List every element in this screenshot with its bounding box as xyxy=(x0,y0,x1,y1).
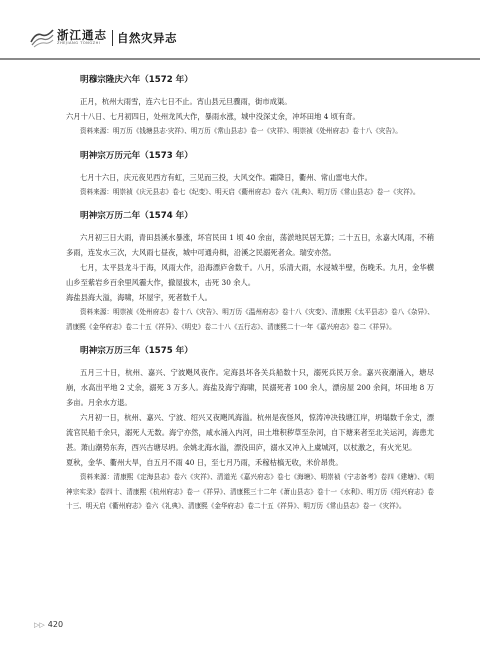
event-paragraph: 七月，太平县龙斗于海，风雨大作，沿海漂庐舍数千。八月，乐清大雨，水浸城半壁，伤晚禾。九月，金华横山乡至紫岩乡百余里风霾大作，撤屋拔木，击死 30 余人。 海盐县海大溢，海啸，坏屋宇，死者数千人。 xyxy=(66,263,434,302)
sources-note: 资料来源：明崇祯《庆元县志》卷七《纪变》、明天启《衢州府志》卷六《礼典》、明万历《常山县志》卷一《灾祥》。 xyxy=(80,187,420,196)
page-header xyxy=(0,0,480,62)
year-section-1575 xyxy=(66,345,434,514)
header-divider xyxy=(112,30,113,46)
sources-note: 资料来源：明万历《钱塘县志·灾祥》、明万历《常山县志》卷一《灾祥》、明崇祯《处州府志》卷十八《灾告》。 xyxy=(80,127,402,135)
event-paragraph: 七月十六日，庆元夜见西方有虹，三见而三投，大风交作。霜降日，衢州、常山雷电大作。 xyxy=(80,172,372,182)
sources-note: 资料来源：明崇祯《处州府志》卷十八《灾告》、明万历《温州府志》卷十八《灾变》、清康熙《太平县志》卷八《杂异》、清康熙《金华府志》卷二十五《祥异》、《明史》卷二十八《五行志》、清康熙二十一年《嘉兴府志》卷二《祥异》。 xyxy=(66,308,434,331)
page-number: 420 xyxy=(47,620,64,629)
mountain-wave-emblem-icon xyxy=(30,26,54,48)
logo-subtitle: ZHEJIANG TONGZHI xyxy=(57,41,101,45)
event-paragraph: 六月初三日大雨，青田县溪水暴涨，坏官民田 1 顷 40 余亩，荡淤地民居无算；二十五日，永嘉大风雨，不稍多雨，连发水三次，大风雨七昼夜，城中可通舟楫，沿溪之民溺死者众。瑞安亦然。 xyxy=(66,233,434,257)
year-heading: 明穆宗隆庆六年（1572 年） xyxy=(80,75,193,85)
year-section-1574 xyxy=(66,210,434,334)
page-footer xyxy=(34,620,63,629)
logo-title: 浙江通志 xyxy=(57,28,107,42)
year-section-1573 xyxy=(66,150,434,200)
event-paragraph: 五月三十日，杭州、嘉兴、宁波飓风夜作。定海县坏各关兵船数十只，溺死兵民万余。嘉兴夜潮涌入，塘尽崩，水高出平地 2 丈余，溺死 3 万多人。海盐及海宁海啸，民溺死者 100 余人，漂房屋 200 余间，坏田地 8 万多亩。月余水方退。 xyxy=(66,368,434,407)
event-paragraph: 六月初一日，杭州、嘉兴、宁波、绍兴又夜飓风海溢。杭州是夜怪风，惊涛冲决钱塘江岸，坍塌数千余丈，漂流官民船千余只，溺死人无数。海宁亦然，咸水涌入内河，田土堆积秽草至杂河，自下塘来者至北关运河，海患尤甚。萧山潮势东奔，西兴古塘尽坍。余姚北海水溢，漂没田庐，溺水又冲入上虞城河，以杖激之，有火光见。 夏秋，金华、衢州大旱，自五月不雨 40 日，至七月乃雨，禾稼枯槁无收，米价昂贵。 xyxy=(66,413,434,467)
year-section-1572 xyxy=(66,74,434,139)
sources-note: 资料来源：清康熙《定海县志》卷六《灾祥》、清道光《嘉兴府志》卷七《海塘》、明崇祯《宁志备考》卷四《建塘》、《明神宗实录》卷四十、清康熙《杭州府志》卷一《祥异》、清康熙三十二年《萧山县志》卷十一《水利》、明万历《绍兴府志》卷十三、明天启《衢州府志》卷六《礼典》、清康熙《金华府志》卷二十五《祥异》、明万历《常山县志》卷一《灾祥》。 xyxy=(66,473,434,510)
page-content xyxy=(66,74,434,525)
header-rule xyxy=(0,58,480,60)
year-heading: 明神宗万历元年（1573 年） xyxy=(80,150,193,161)
zhejiang-tongzhi-logo xyxy=(30,26,108,50)
event-paragraph: 正月，杭州大雨雪，连六七日不止。宵山县元旦骤雨，街市成渠。 六月十八日、七月初四日，处州龙风大作，暴雨水涨，城中没深丈余，冲坏田地 4 顷有奇。 xyxy=(66,97,360,121)
page-marker-icon: ▷▷ xyxy=(34,621,45,629)
section-title: 自然灾异志 xyxy=(117,31,177,45)
year-heading: 明神宗万历三年（1575 年） xyxy=(80,346,193,356)
year-heading: 明神宗万历二年（1574 年） xyxy=(80,211,193,221)
